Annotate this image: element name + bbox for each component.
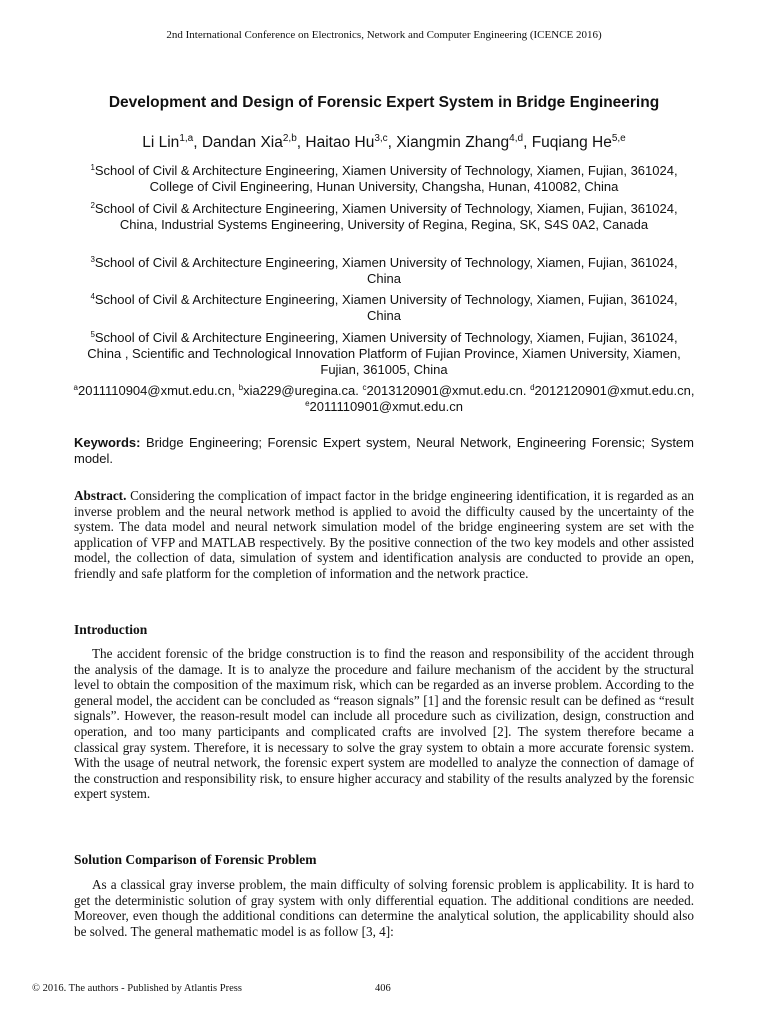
author-name: Haitao Hu: [305, 134, 375, 151]
email-address[interactable]: 2011110901@xmut.edu.cn: [309, 399, 463, 414]
affiliation-text: School of Civil & Architecture Engineering, Xiamen University of Technology, Xiamen, Fujian, 361024, China, Industrial Systems Engineering, University of Regina, Regina, SK, S4S 0A2, Canada: [94, 201, 678, 232]
author-name: Dandan Xia: [201, 134, 283, 151]
email-superscript: e: [305, 399, 310, 408]
email-address[interactable]: 2011110904@xmut.edu.cn,: [77, 383, 239, 398]
affiliation: [82, 292, 686, 324]
keywords-text: Bridge Engineering; Forensic Expert system, Neural Network, Engineering Forensic; System model.: [74, 435, 694, 466]
affiliation-text: School of Civil & Architecture Engineering, Xiamen University of Technology, Xiamen, Fujian, 361024, China: [94, 292, 678, 323]
keywords: [74, 435, 694, 467]
abstract: [74, 488, 694, 582]
introduction-paragraph: The accident forensic of the bridge construction is to find the reason and responsibility of the accident through the analysis of the damage. It is to analyze the procedure and failure mechanism of the accident by the structural level to obtain the composition of the maximum risk, which can be regarded as an inverse problem. According to the general model, the accident can be concluded as “reason signals” [1] and the forensic result can be defined as “result signals”. However, the reason-result model can include all procedure such as civilization, design, construction and operation, and too many participants and complicated crafts are involved [2]. The system therefore became a classical gray system. Therefore, it is necessary to solve the gray system to obtain a more accurate forensic system. With the usage of neutral network, the forensic expert system are modelled to analyze the connection of damage of the construction and responsibility risk, to ensure higher accuracy and stability of the results analyzed by the forensic expert system.: [74, 646, 694, 802]
author-superscript: 5,e: [611, 133, 626, 144]
conference-header: 2nd International Conference on Electronics, Network and Computer Engineering (ICENCE 2016): [166, 29, 602, 41]
keywords-label: Keywords:: [74, 435, 141, 450]
author-emails: [70, 383, 698, 415]
footer-copyright: © 2016. The authors - Published by Atlantis Press: [32, 983, 242, 994]
author-superscript: 2,b: [282, 133, 297, 144]
affiliation-text: School of Civil & Architecture Engineering, Xiamen University of Technology, Xiamen, Fujian, 361024, China , Scientific and Technological Innovation Platform of Fujian Province, Xiamen University, Xiamen, Fujian, 361005, China: [87, 330, 681, 377]
email-superscript: c: [362, 383, 367, 392]
author-superscript: 1,a: [179, 133, 194, 144]
affiliation-text: School of Civil & Architecture Engineering, Xiamen University of Technology, Xiamen, Fujian, 361024, China: [94, 255, 678, 286]
solution-paragraph: As a classical gray inverse problem, the main difficulty of solving forensic problem is applicability. It is hard to get the deterministic solution of gray system with only differential equation. The additional conditions are needed. Moreover, even though the additional conditions can determine the analytical solution, the applicability should also be solved. The general mathematic model is as follow [3, 4]:: [74, 877, 694, 939]
affiliation-superscript: 3: [90, 255, 95, 264]
email-superscript: d: [530, 383, 535, 392]
email-superscript: b: [238, 383, 244, 392]
page-number: 406: [375, 983, 391, 994]
author-name: Li Lin: [142, 134, 180, 151]
affiliation-superscript: 1: [90, 163, 95, 172]
author-superscript: 4,d: [509, 133, 524, 144]
affiliation: [82, 201, 686, 233]
email-address[interactable]: 2012120901@xmut.edu.cn,: [534, 383, 695, 398]
affiliation-superscript: 2: [90, 201, 95, 210]
affiliation: [82, 255, 686, 287]
section-heading-solution: Solution Comparison of Forensic Problem: [74, 852, 317, 867]
email-superscript: a: [73, 383, 78, 392]
affiliation: [82, 330, 686, 378]
email-address[interactable]: 2013120901@xmut.edu.cn.: [366, 383, 531, 398]
affiliation-superscript: 5: [90, 330, 95, 339]
section-heading-introduction: Introduction: [74, 622, 148, 637]
affiliation-superscript: 4: [90, 292, 95, 301]
author-name: Xiangmin Zhang: [396, 134, 510, 151]
author-name: Fuqiang He: [531, 134, 612, 151]
affiliation: [82, 163, 686, 195]
author-list: Li Lin$^{1,a}$, Dandan Xia$^{2,b}$, Haitao Hu$^{3,c}$, Xiangmin Zhang$^{4,d}$, Fuqiang He$^{5,e}$: [142, 133, 626, 151]
author-superscript: 3,c: [374, 133, 388, 144]
abstract-label: Abstract.: [74, 488, 127, 503]
affiliation-text: School of Civil & Architecture Engineering, Xiamen University of Technology, Xiamen, Fujian, 361024, College of Civil Engineering, Hunan University, Changsha, Hunan, 410082, China: [94, 163, 678, 194]
abstract-text: Considering the complication of impact factor in the bridge engineering identification, it is regarded as an inverse problem and the neural network method is applied to avoid the difficulty caused by the uncertainty of the system. The data model and neural network simulation model of the bridge engineering system are set with the application of VFP and MATLAB respectively. By the positive connection of the two key models and other assisted model, the collection of data, simulation of system and identification analysis are conducted to provide an open, friendly and safe platform for the completion of information and the network practice.: [74, 488, 694, 581]
paper-title: Development and Design of Forensic Expert System in Bridge Engineering: [108, 94, 660, 111]
email-address[interactable]: xia229@uregina.ca.: [243, 383, 363, 398]
